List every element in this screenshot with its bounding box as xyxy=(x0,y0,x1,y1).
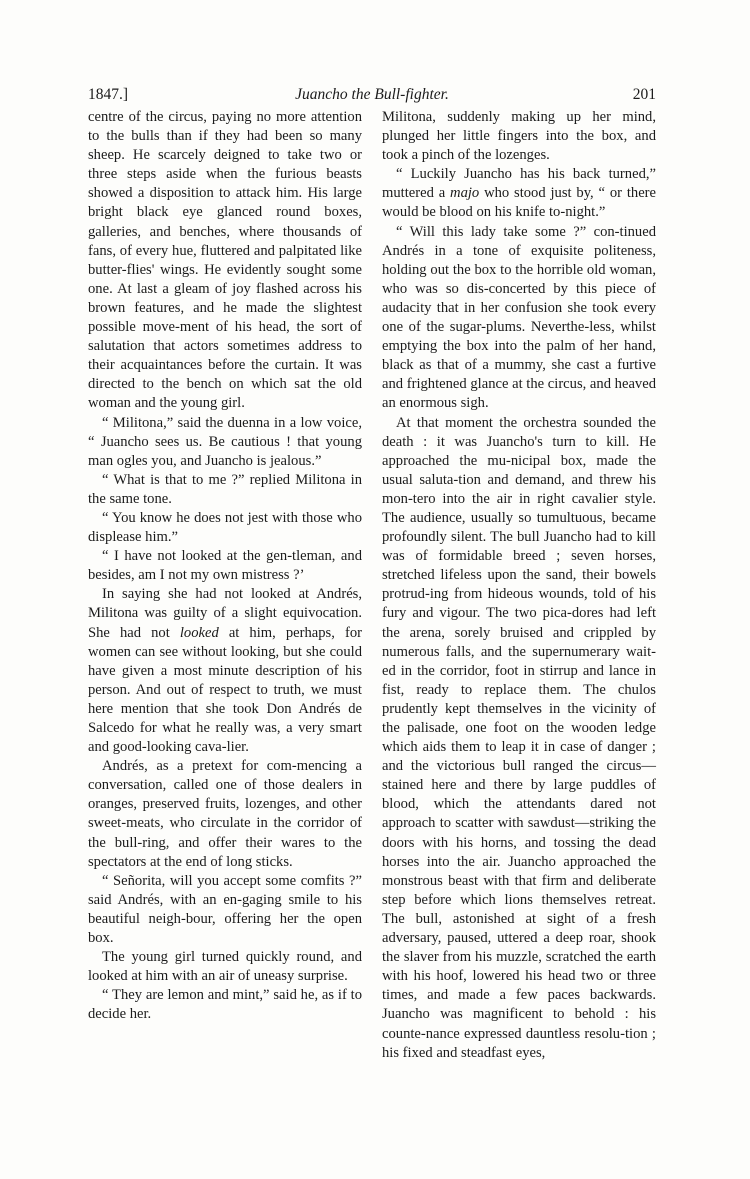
paragraph: “ I have not looked at the gen-tleman, and besides, am I not my own mistress ?’ xyxy=(88,548,362,584)
paragraph: “ Will this lady take some ?” con-tinued Andrés in a tone of exquisite politeness, holding out the box to the horrible old woman, who was so dis-concerted by this piece of audacity that in her confusion she took every one of the sugar-plums. Neverthe-less, whilst emptying the box into the palm of her hand, black as that of a mummy, she cast a furtive and frightened glance at the circus, and heaved an enormous sigh. xyxy=(382,223,656,412)
text-run: at him, perhaps, for women can see without looking, but she could have given a most minute description of his person. And out of respect to truth, we must here mention that she took Don Andrés de Salcedo for what he really was, a very smart and good-looking cava-lier. xyxy=(88,624,362,756)
paragraph: Militona, suddenly making up her mind, plunged her little fingers into the box, and took a pinch of the lozenges. xyxy=(382,109,656,164)
running-header xyxy=(88,86,656,108)
page-number: 201 xyxy=(632,86,656,103)
paragraph: “ What is that to me ?” replied Militona in the same tone. xyxy=(88,471,362,507)
paragraph: “ They are lemon and mint,” said he, as if to decide her. xyxy=(88,987,362,1023)
paragraph xyxy=(88,585,362,757)
paragraph: centre of the circus, paying no more attention to the bulls than if they had been so many sheep. He scarcely deigned to take two or three steps aside when the furious beasts showed a disposition to attack him. His large bright black eye glanced round boxes, galleries, and benches, where thousands of fans, of every hue, fluttered and palpitated like butter-flies' wings. He evidently sought some one. At last a gleam of joy flashed across his brown features, and he made the slightest possible move-ment of his head, the sort of salutation that actors sometimes address to their acquaintances before the curtain. It was directed to the bench on which sat the old woman and the young girl. xyxy=(88,109,362,412)
left-column xyxy=(88,108,362,1168)
italic-word: majo xyxy=(450,185,480,202)
paragraph: “ Militona,” said the duenna in a low voice, “ Juancho sees us. Be cautious ! that young man ogles you, and Juancho is jealous.” xyxy=(88,414,362,469)
paragraph: At that moment the orchestra sounded the death : it was Juancho's turn to kill. He approached the mu-nicipal box, made the usual saluta-tion and demand, and threw his mon-tero into the air in right cavalier style. The audience, usually so tumultuous, became profoundly silent. The bull Juancho had to kill was of formidable breed ; seven horses, stretched lifeless upon the sand, their bowels protrud-ing from hideous wounds, told of his fury and vigour. The two pica-dores had left the arena, sorely bruised and crippled by numerous falls, and the supernumerary wait-ed in the corridor, foot in stirrup and lance in fist, ready to replace them. The chulos prudently kept themselves in the vicinity of the palisade, one foot on the wooden ledge which aids them to leap it in case of danger ; and the victorious bull ranged the circus—stained here and there by large puddles of blood, which the attendants dared not approach to scatter with sawdust—striking the doors with his horns, and tossing the dead horses into the air. Juancho approached the monstrous beast with that firm and deliberate step before which lions themselves retreat. The bull, astonished at sight of a fresh adversary, paused, uttered a deep roar, shook the slaver from his muzzle, scratched the earth with his hoof, lowered his head two or three times, and made a few paces backwards. Juancho was magnificent to behold : his counte-nance expressed dauntless resolu-tion ; his fixed and steadfast eyes, xyxy=(382,414,656,1061)
header-year: 1847.] xyxy=(88,86,129,103)
header-title: Juancho the Bull-fighter. xyxy=(295,86,449,103)
text-run: who stood just by, “ or there would be blood on his knife to-night.” xyxy=(382,185,657,221)
paragraph xyxy=(382,165,656,222)
paragraph: The young girl turned quickly round, and looked at him with an air of uneasy surprise. xyxy=(88,949,362,985)
paragraph: “ You know he does not jest with those who displease him.” xyxy=(88,509,362,546)
right-column xyxy=(382,108,656,1168)
italic-word: looked xyxy=(179,624,219,641)
text-run: “ Luckily Juancho has his back turned,” muttered a xyxy=(382,166,656,202)
text-run: In saying she had not looked at Andrés, Militona was guilty of a slight equivocation. She had not xyxy=(88,586,362,641)
paragraph: Andrés, as a pretext for com-mencing a conversation, called one of those dealers in oranges, preserved fruits, lozenges, and other sweet-meats, who circulate in the corridor of the bull-ring, and offer their wares to the spectators at the end of long sticks. xyxy=(88,758,362,870)
paragraph: “ Señorita, will you accept some comfits ?” said Andrés, with an en-gaging smile to his beautiful neigh-bour, offering her the open box. xyxy=(88,872,362,947)
